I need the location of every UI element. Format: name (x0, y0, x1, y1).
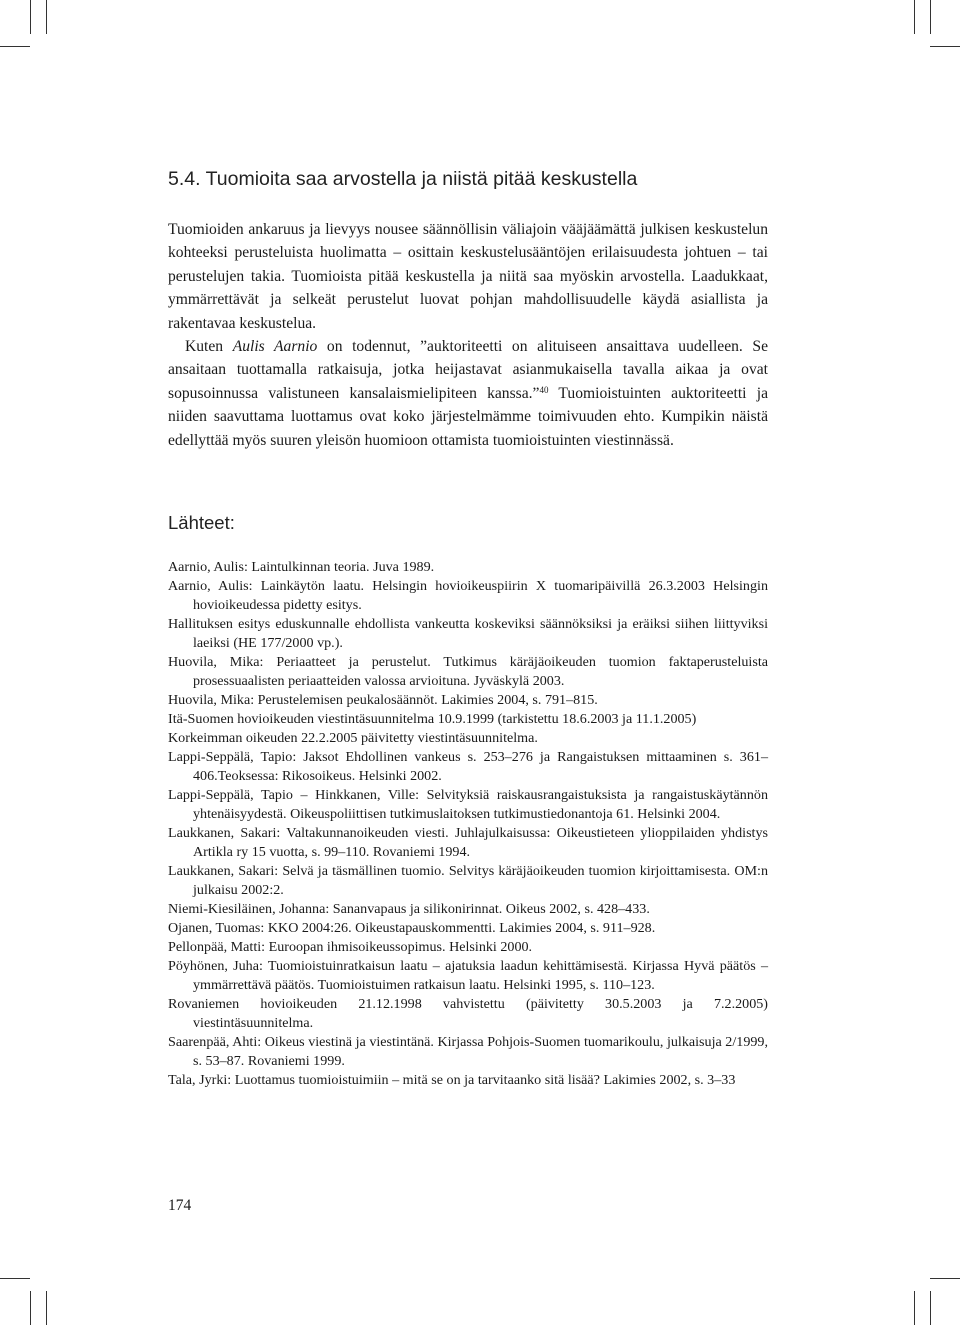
sources-heading: Lähteet: (168, 512, 235, 533)
reference-item: Korkeimman oikeuden 22.2.2005 päivitetty viestintäsuunnitelma. (168, 730, 538, 746)
crop-mark-bottom-right-h (930, 1278, 960, 1279)
paragraph-1: Tuomioiden ankaruus ja lievyys nousee säännöllisin väliajoin vääjäämättä julkisen keskustelun kohteeksi perusteluista huolimatta – osittain keskustelusääntöjen erilaisuudesta johtuen – tai perustelujen takia. Tuomioista pitää keskustella ja niitä saa myöskin arvostella. Laadukkaat, ymmärrettävät ja selkeät perustelut luovat pohjan mahdollisuudelle käydä asiallista ja rakentavaa keskustelua. (168, 221, 768, 332)
crop-mark-top-left-h (0, 46, 30, 47)
reference-item: Lappi-Seppälä, Tapio – Hinkkanen, Ville: Selvityksiä raiskausrangaistuksista ja rangaistuskäytännön yhtenäisyydestä. Oikeuspoliittisen tutkimuslaitoksen tutkimustiedonantoja 61. Helsinki 2004. (168, 787, 768, 822)
crop-mark-bottom-left-v2 (46, 1291, 47, 1325)
reference-item: Itä-Suomen hovioikeuden viestintäsuunnitelma 10.9.1999 (tarkistettu 18.6.2003 ja 11.1.2005) (168, 711, 697, 727)
reference-item: Huovila, Mika: Periaatteet ja perustelut. Tutkimus käräjäoikeuden tuomion faktaperusteluista prosessuaalisten periaatteiden valossa arvioituna. Jyväskylä 2003. (168, 654, 768, 689)
reference-item: Tala, Jyrki: Luottamus tuomioistuimiin – mitä se on ja tarvitaanko sitä lisää? Lakimies 2002, s. 3–33 (168, 1072, 736, 1088)
reference-item: Huovila, Mika: Perustelemisen peukalosäännöt. Lakimies 2004, s. 791–815. (168, 692, 598, 708)
crop-mark-bottom-left-h (0, 1278, 30, 1279)
crop-mark-top-left-v (30, 0, 31, 34)
paragraph-2-post: Tuomioistuinten auktoriteetti ja niiden saavuttama luottamus ovat koko järjestelmämme toimivuuden ehto. Kumpikin näistä edellyttää myös suuren yleisön huomioon ottamista tuomioistuinten viestinnässä. (168, 384, 768, 449)
crop-mark-top-left-v2 (46, 0, 47, 34)
reference-item: Pellonpää, Matti: Euroopan ihmisoikeussopimus. Helsinki 2000. (168, 939, 533, 955)
paragraph-2 (168, 335, 768, 452)
author-name: Aulis Aarnio (232, 338, 318, 356)
reference-item: Saarenpää, Ahti: Oikeus viestinä ja viestintänä. Kirjassa Pohjois-Suomen tuomarikoulu, julkaisuja 2/1999, s. 53–87. Rovaniemi 1999. (168, 1034, 768, 1069)
reference-item: Lappi-Seppälä, Tapio: Jaksot Ehdollinen vankeus s. 253–276 ja Rangaistuksen mittaaminen s. 361–406.Teoksessa: Rikosoikeus. Helsinki 2002. (168, 749, 768, 784)
crop-mark-bottom-left-v (30, 1291, 31, 1325)
page-number: 174 (168, 1197, 192, 1214)
reference-item: Laukkanen, Sakari: Valtakunnanoikeuden viesti. Juhlajulkaisussa: Oikeustieteen ylioppilaiden yhdistys Artikla ry 15 vuotta, s. 99–110. Rovaniemi 1994. (168, 825, 768, 860)
reference-item: Niemi-Kiesiläinen, Johanna: Sananvapaus ja silikonirinnat. Oikeus 2002, s. 428–433. (168, 901, 650, 917)
reference-item: Laukkanen, Sakari: Selvä ja täsmällinen tuomio. Selvitys käräjäoikeuden tuomion kirjoittamisesta. OM:n julkaisu 2002:2. (168, 863, 768, 898)
crop-mark-bottom-right-v2 (930, 1291, 931, 1325)
paragraph-2-pre: Kuten (185, 338, 233, 356)
paragraph-2-quote: on todennut, ”auktoriteetti on alituiseen ansaittava uudelleen. Se ansaitaan tuottamalla ratkaisuja, jotka heijastavat asianmukaisella tavalla aikaa ja ovat sopusoinnussa valistuneen kansalaismielipiteen kanssa.” (168, 338, 768, 402)
reference-item: Aarnio, Aulis: Lainkäytön laatu. Helsingin hovioikeuspiirin X tuomaripäivillä 26.3.2003 Helsingin hovioikeudessa pidetty esitys. (168, 578, 768, 613)
reference-item: Rovaniemen hovioikeuden 21.12.1998 vahvistettu (päivitetty 30.5.2003 ja 7.2.2005) viestintäsuunnitelma. (168, 996, 768, 1031)
section-title: 5.4. Tuomioita saa arvostella ja niistä pitää keskustella (168, 168, 638, 190)
reference-item: Ojanen, Tuomas: KKO 2004:26. Oikeustapauskommentti. Lakimies 2004, s. 911–928. (168, 920, 656, 936)
section-body (168, 218, 768, 452)
reference-item: Aarnio, Aulis: Laintulkinnan teoria. Juva 1989. (168, 559, 435, 575)
crop-mark-top-right-v2 (930, 0, 931, 34)
reference-item: Pöyhönen, Juha: Tuomioistuinratkaisun laatu – ajatuksia laadun kehittämisestä. Kirjassa Hyvä päätös – ymmärrettävä päätös. Tuomioistuimen ratkaisun laatu. Helsinki 1995, s. 110–123. (168, 958, 768, 993)
crop-mark-top-right-v (914, 0, 915, 34)
footnote-marker[interactable]: 40 (539, 384, 549, 395)
crop-mark-top-right-h (930, 46, 960, 47)
crop-mark-bottom-right-v (914, 1291, 915, 1325)
reference-item: Hallituksen esitys eduskunnalle ehdollista vankeutta koskeviksi säännöksiksi ja eräiksi siihen liittyviksi laeiksi (HE 177/2000 vp.). (168, 616, 768, 651)
sources-list (168, 558, 768, 1090)
